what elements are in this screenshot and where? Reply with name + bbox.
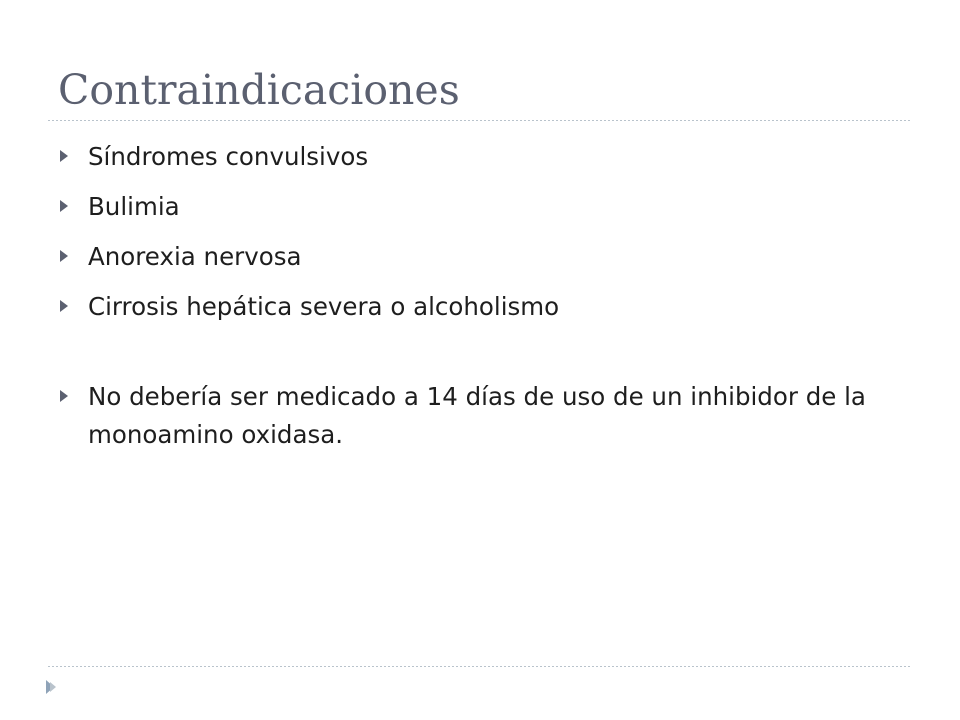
triangle-right-icon (60, 300, 68, 312)
bullet-text: Cirrosis hepática severa o alcoholismo (88, 292, 560, 321)
slide-title: Contraindicaciones (58, 66, 460, 114)
triangle-right-icon (60, 200, 68, 212)
bullet-item (60, 238, 890, 276)
bullet-text: Bulimia (88, 192, 180, 221)
bullet-item (60, 188, 890, 226)
bullet-text: No debería ser medicado a 14 días de uso de un inhibidor de la monoamino oxidasa. (88, 382, 866, 449)
double-chevron-icon (44, 678, 58, 696)
title-divider (48, 120, 912, 121)
bullet-text: Síndromes convulsivos (88, 142, 369, 171)
triangle-right-icon (60, 250, 68, 262)
triangle-right-icon (60, 150, 68, 162)
bullet-item (60, 138, 890, 176)
bullet-list (60, 138, 890, 466)
bullet-item (60, 378, 890, 454)
footer-divider (48, 666, 912, 667)
triangle-right-icon (60, 390, 68, 402)
bullet-item (60, 288, 890, 326)
bullet-text: Anorexia nervosa (88, 242, 302, 271)
